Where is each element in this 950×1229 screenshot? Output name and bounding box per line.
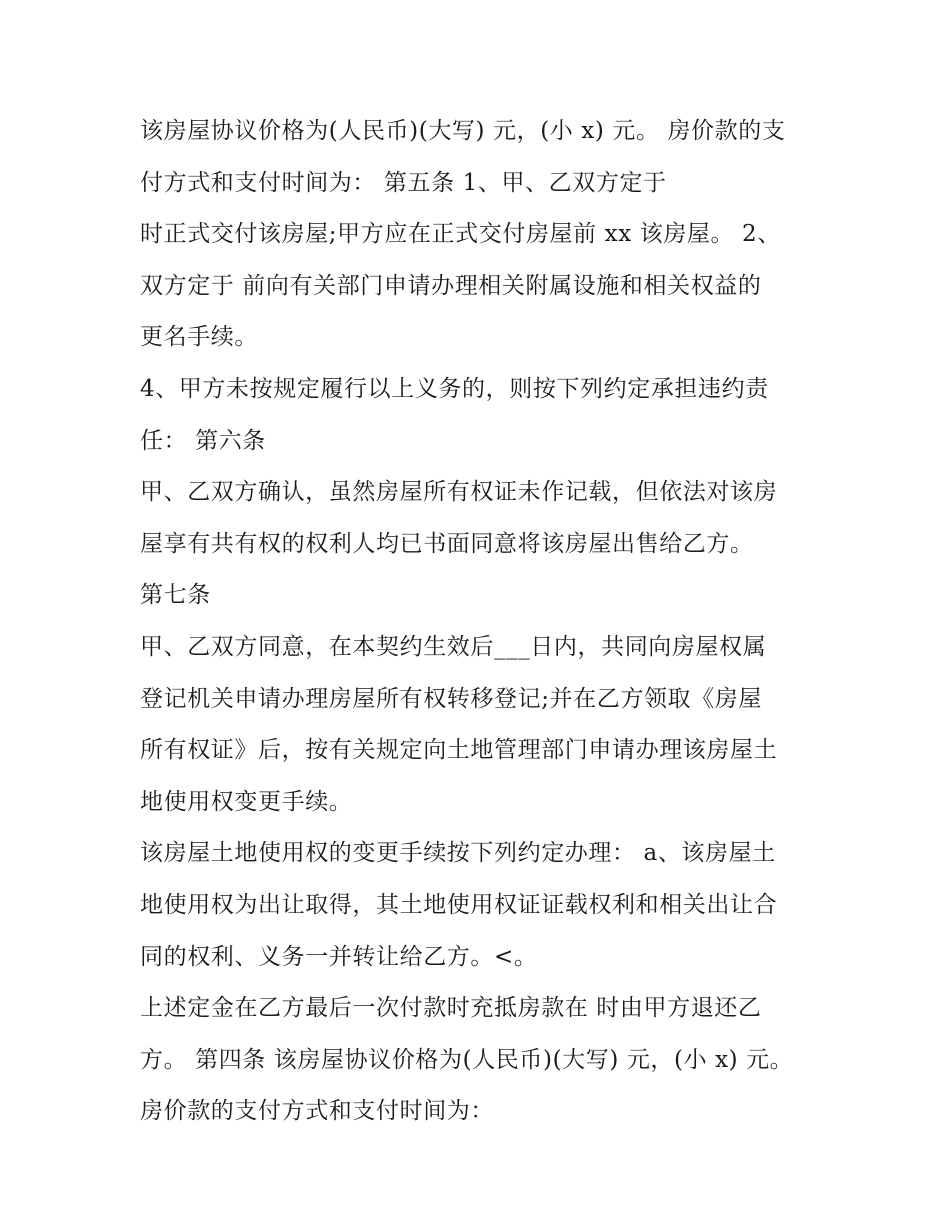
text-line: 双方定于 前向有关部门申请办理相关附属设施和相关权益的 (140, 272, 762, 299)
text-line: 同的权利、义务一并转让给乙方。<。 (140, 943, 538, 970)
text-line: 4、甲方未按规定履行以上义务的，则按下列约定承担违约责 (140, 375, 769, 402)
text-line: 甲、乙双方确认，虽然房屋所有权证未作记载，但依法对该房 (140, 479, 778, 506)
text-line: 地使用权变更手续。 (140, 788, 353, 815)
text-line: 甲、乙双方同意，在本契约生效后___日内，共同向房屋权属 (140, 633, 767, 660)
text-line: 地使用权为出让取得，其土地使用权证证载权利和相关出让合 (140, 891, 778, 918)
text-line: 登记机关申请办理房屋所有权转移登记;并在乙方领取《房屋 (140, 685, 762, 712)
text-line: 付方式和支付时间为： 第五条 1、甲、乙双方定于 (140, 169, 667, 196)
text-line: 该房屋土地使用权的变更手续按下列约定办理： a、该房屋土 (140, 840, 776, 867)
text-line: 屋享有共有权的权利人均已书面同意将该房屋出售给乙方。 (140, 530, 754, 557)
text-line: 时正式交付该房屋;甲方应在正式交付房屋前 xx 该房屋。 2、 (140, 221, 781, 248)
text-line: 更名手续。 (140, 324, 258, 351)
text-line: 任： 第六条 (140, 427, 266, 454)
text-line: 第七条 (140, 582, 211, 609)
text-line: 房价款的支付方式和支付时间为： (140, 1098, 494, 1125)
text-line: 上述定金在乙方最后一次付款时充抵房款在 时由甲方退还乙 (140, 995, 762, 1022)
text-line: 方。 第四条 该房屋协议价格为(人民币)(大写) 元，(小 x) 元。 (140, 1046, 794, 1073)
document-body (140, 106, 820, 1138)
text-line: 所有权证》后，按有关规定向土地管理部门申请办理该房屋土 (140, 737, 778, 764)
text-line: 该房屋协议价格为(人民币)(大写) 元，(小 x) 元。 房价款的支 (140, 118, 786, 144)
